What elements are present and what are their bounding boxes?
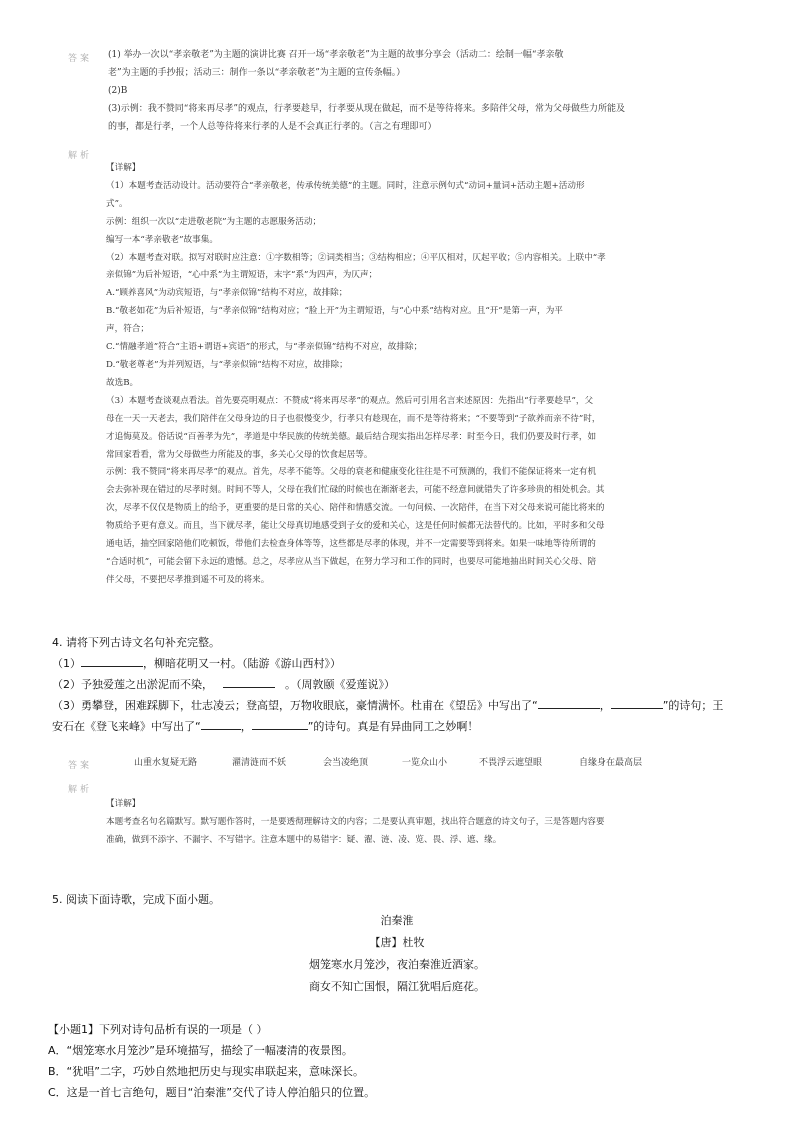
answer-label: 答案 <box>68 761 93 771</box>
q3-answer-line: (1) 举办一次以“孝亲敬老”为主题的演讲比赛 召开一场“孝亲敬老”为主题的故事分享会（活动二：绘制一幅“孝亲敬 <box>108 50 564 60</box>
explanation-line: 通电话，抽空回家陪他们吃顿饭，带他们去检查身体等等，这些都是尽孝的体现，并不一定需要等到将来。如果一味地等待所谓的 <box>106 539 596 550</box>
explanation-line: 【详解】 <box>106 163 141 173</box>
question-item <box>52 716 752 737</box>
item-text: （2）予独爱莲之出淤泥而不染， <box>52 678 213 691</box>
answer-blank[interactable] <box>538 696 600 709</box>
item-prefix: （1） <box>52 657 81 670</box>
explanation-line: 编写一本“孝亲敬老”故事集。 <box>106 234 218 245</box>
explanation-line: D.“敬老尊老”为并列短语，与“孝亲似锦”结构不对应，故排除； <box>106 359 348 370</box>
item-text: ，柳暗花明又一村。（陆游《游山西村》） <box>143 657 341 670</box>
q3-answer-line: 的事，都是行孝，一个人总等待将来行孝的人是不会真正行孝的。（言之有理即可） <box>108 122 437 132</box>
answer-label: 答案 <box>68 54 93 64</box>
answer-blank[interactable] <box>611 696 663 709</box>
explanation-line: 式”。 <box>106 198 128 209</box>
sub-question: 【小题1】下列对诗句品析有误的一项是（ ） <box>48 1023 268 1036</box>
explanation-line: 【详解】 <box>106 799 141 809</box>
option-a[interactable]: A．“烟笼寒水月笼沙”是环境描写，描绘了一幅凄清的夜景图。 <box>48 1044 353 1057</box>
explanation-line: 示例：我不赞同“将来再尽孝”的观点。首先，尽孝不能等。父母的衰老和健康变化往往是不可预测的，我们不能保证将来一定有机 <box>106 467 597 478</box>
explanation-line: （2）本题考查对联。拟写对联时应注意：①字数相等；②词类相当；③结构相应；④平仄相对，仄起平收；⑤内容相关。上联中“孝 <box>106 252 606 263</box>
poem-title: 泊秦淮 <box>380 914 414 927</box>
question-5-title <box>52 889 752 910</box>
answer-item: 山重水复疑无路 <box>134 758 198 768</box>
explanation-line: 本题考查名句名篇默写。默写题作答时，一是要透彻理解诗文的内容；二是要认真审题，找出符合题意的诗文句子，三是答题内容要 <box>106 816 605 827</box>
explanation-line: 示例：组织一次以“走进敬老院”为主题的志愿服务活动； <box>106 216 322 227</box>
answer-item: 不畏浮云遮望眼 <box>479 758 543 768</box>
explanation-line: “合适时机”，可能会留下永远的遗憾。总之，尽孝应从当下做起，在努力学习和工作的同时，也要尽可能地抽出时间关心父母、陪 <box>106 556 597 567</box>
poem <box>52 910 742 998</box>
answer-blank[interactable] <box>223 675 275 688</box>
item-text: ”的诗句。真是有异曲同工之妙啊！ <box>307 720 479 733</box>
q3-answer-line: (3)示例：我不赞同“将来再尽孝”的观点，行孝要趁早，行孝要从现在做起，而不是等待将来。多陪伴父母，常为父母做些力所能及 <box>108 104 625 114</box>
explanation-line: 故选B。 <box>106 377 139 388</box>
answer-item: 自缘身在最高层 <box>579 758 643 768</box>
question-4 <box>52 632 752 737</box>
answer-item: 一览众山小 <box>402 758 448 768</box>
explanation-line: 准确，做到不添字、不漏字、不写错字。注意本题中的易错字：疑、濯、涟、凌、览、畏、浮、遮、缘。 <box>106 834 502 845</box>
poem-line: 烟笼寒水月笼沙，夜泊秦淮近酒家。 <box>309 958 485 971</box>
option-c[interactable]: C．这是一首七言绝句，题目“泊秦淮”交代了诗人停泊船只的位置。 <box>48 1086 376 1099</box>
explanation-line: 物质给予更有意义。而且，当下就尽孝，能让父母真切地感受到子女的爱和关心，这是任何时候都无法替代的。比如，平时多和父母 <box>106 521 605 532</box>
answer-item: 会当凌绝顶 <box>323 758 369 768</box>
explanation-line: 亲似锦”为后补短语，“心中系”为主谓短语，末字“系”为四声，为仄声； <box>106 270 378 281</box>
question-item <box>52 695 752 716</box>
question-title: 5. 阅读下面诗歌，完成下面小题。 <box>52 893 220 906</box>
poem-line: 商女不知亡国恨，隔江犹唱后庭花。 <box>309 980 485 993</box>
q4-explanation <box>106 796 736 850</box>
explanation-line: C.“情融孝道”符合“主语+谓语+宾语”的形式，与“孝亲似锦”结构不对应，故排除； <box>106 342 423 353</box>
explanation-line: 伴父母，不要把尽孝推到遥不可及的将来。 <box>106 574 270 585</box>
answer-blank[interactable] <box>201 717 241 730</box>
option-b[interactable]: B．“犹唱”二字，巧妙自然地把历史与现实串联起来，意味深长。 <box>48 1065 364 1078</box>
analysis-label: 解析 <box>68 151 93 161</box>
poem-author: 【唐】杜牧 <box>369 936 425 949</box>
explanation-line: 声，符合； <box>106 324 149 335</box>
item-text: ， <box>599 699 611 712</box>
item-text: ， <box>240 720 252 733</box>
item-suffix: 。（周敦颐《爱莲说》） <box>285 678 395 691</box>
item-text: （3）勇攀登，困难踩脚下，壮志凌云；登高望，万物收眼底，豪情满怀。杜甫在《望岳》中写出了“ <box>52 699 538 712</box>
explanation-line: 常回家看看，常为父母做些力所能及的事，多关心父母的饮食起居等。 <box>106 449 373 460</box>
explanation-line: 会去弥补现在错过的尽孝时刻。时间不等人，父母在我们忙碌的时候也在渐渐老去，可能不经意间就错失了许多珍贵的相处机会。其 <box>106 485 605 496</box>
explanation-line: B.“敬老如花”为后补短语，与“孝亲似锦”结构对应；“脸上开”为主谓短语，与“心中系”结构对应。且“开”是第一声，为平 <box>106 306 563 317</box>
item-text: ”的诗句；王 <box>662 699 724 712</box>
question-item <box>52 653 752 674</box>
answer-blank[interactable] <box>252 717 308 730</box>
question-5-sub1 <box>48 1019 748 1103</box>
question-title: 4. 请将下列古诗文名句补充完整。 <box>52 636 220 649</box>
explanation-line: A.“顾养喜风”为动宾短语，与“孝亲似锦”结构不对应，故排除； <box>106 288 348 299</box>
explanation-line: 母在一天一天老去，我们陪伴在父母身边的日子也很慢变少，行孝只有趁现在，而不是等待将来；“不要等到“子欲养而亲不待”时， <box>106 413 601 424</box>
answer-item: 濯清涟而不妖 <box>232 758 287 768</box>
explanation-line: （1）本题考查活动设计。活动要符合“孝亲敬老，传承传统美德”的主题。同时，注意示例句式“动词+量词+活动主题+活动形 <box>106 180 585 191</box>
question-item <box>52 674 752 695</box>
q3-answer-line: 老”为主题的手抄报；活动三：制作一条以“孝亲敬老”为主题的宣传条幅。） <box>108 68 406 78</box>
q3-answer <box>108 46 736 136</box>
answer-blank[interactable] <box>81 654 143 667</box>
item-text: 安石在《登飞来峰》中写出了“ <box>52 720 201 733</box>
explanation-line: （3）本题考查谈观点看法。首先要亮明观点：不赞成“将来再尽孝”的观点。然后可引用名言来述原因：先指出“行孝要趁早”，父 <box>106 395 594 406</box>
analysis-label: 解析 <box>68 785 93 795</box>
explanation-line: 次，尽孝不仅仅是物质上的给予，更重要的是日常的关心、陪伴和情感交流。一句问候、一次陪伴，在当下对父母来说可能比将来的 <box>106 503 605 514</box>
explanation-line: 才追悔莫及。俗话说“百善孝为先”，孝道是中华民族的传统美德。最后结合现实指出怎样尽孝：时至今日，我们仍要及时行孝，如 <box>106 431 597 442</box>
q3-explanation <box>106 160 736 590</box>
q3-answer-line: (2)B <box>108 86 128 96</box>
